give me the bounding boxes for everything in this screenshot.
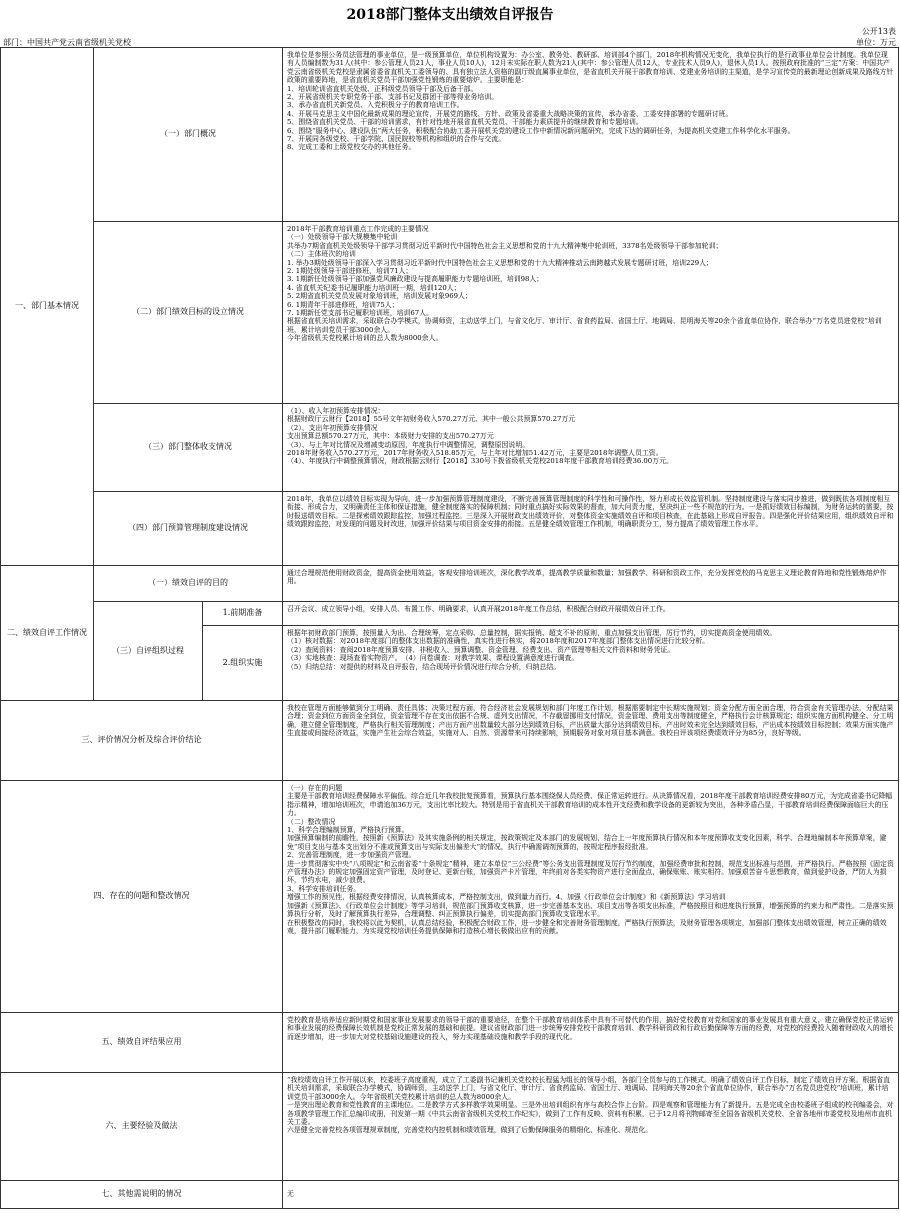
table-row [1, 602, 899, 626]
report-table [0, 47, 899, 1209]
table-row [1, 1013, 899, 1073]
page-label: 公开13表 [861, 27, 896, 36]
table-row [1, 1181, 899, 1209]
department-label: 部门：中国共产党云南省级机关党校 [3, 38, 131, 47]
section-2-prep-text: 召开会议、成立领导小组，安排人员、布置工作、明确要求，认真开展2018年度工作总结，积极配合财政开展绩效自评工作。 [287, 605, 670, 613]
section-2-row-1-text: 通过合理规范使用财政资金，提高资金使用效益，客观安排培训班次，深化教学改革，提高教学质量和数量；加强教学、科研和资政工作，充分发挥党校的马克思主义理论教育阵地和党性锻炼熔炉作用。 [287, 569, 887, 586]
table-row [1, 781, 899, 1013]
section-1-row-4-label: （四）部门预算管理制度建设情况 [94, 492, 283, 566]
table-row [1, 222, 899, 404]
section-7-label: 七、其他需说明的情况 [1, 1181, 283, 1209]
section-1-row-3-label: （三）部门整体收支情况 [94, 404, 283, 492]
report-title: 2018部门整体支出绩效自评报告 [346, 7, 554, 23]
table-row [1, 1073, 899, 1181]
section-1-row-1-text: 我单位是参照公务员法管理的事业单位，是一级预算单位，单位机构设置为：办公室、教务处、教研部、培训部4个部门，2018年机构情况无变化，我单位执行的是行政事业单位会计制度。我单位现有人员编制数为31人(其中：参公管理人员21人，事业人员10人)，12月末实际在职人数为21人(其中：参公管理人员12人，专业技术人员9人)，退休人员1人。按照政府批准的“三定”方案：中国共产党云南省级机关党校是隶属省委省直机关工委领导的、具有独立法人资格的副厅级直属事业单位，是省直机关开展干部教育培训、党建业务培训的主渠道，是学习宣传党的最新理论创新成果及路线方针政策的重要阵地，是省直机关党员干部加强党性锻炼的重要熔炉。主要职能是： 1、培训轮训省直机关处级、正科级党员领导干部及后备干部。 2、开展省级机关专职党务干部、支部书记及群团干部等得业务培训。 3、承办省直机关新党员、入党积极分子的教育培训工作。 4、开展马克思主义中国化最新成果的理论宣传，开展党的路线、方针、政策及省委重大战略决策的宣传，承办省委、工委安排部署的专题研讨班。 5、围绕省直机关党员、干部的培训需求，有针对性地开展省直机关党员、干部能力素质提升的继续教育和专题培训。 6、围绕“服务中心、建设队伍”两大任务，积极配合协助工委开展机关党的建设工作中新情况新问题研究，完成下达的调研任务，为提高机关党建工作科学化水平服务。 7、开展同各级党校、干部学院、国民院校等机构和组织的合作与交流。 8、完成工委和上级党校交办的其他任务。 [287, 51, 894, 152]
section-3-text: 我校在管理方面能够做到分工明确、责任具体；决策过程方面，符合经济社会发展规划和部门年度工作计划，根据需要制定中长期实施规划；资金分配方面全面合理，符合资金有关管理办法，分配结果合理；资金到位方面资金全到位，资金管理不存在支出依据不合规、虚列支出情况，不存截留挪用支付情况，资金管理、费用支出等制度健全，严格执行会计核算规定；组织实施方面机构健全、分工明确，建立健全管理制度，严格执行相关管理制度；产出方面产出数量较大部分达到绩效目标，产出质量大部分达到绩效目标，产出时效未完全达到绩效目标，产出成本按绩效目标控制；效果方面实施产生直接或间接经济效益，实施产生社会综合效益，实施对人、自然、资源带来可持续影响，预期服务对象对项目基本满意。我校自评该项经费绩效评分为85分，良好等级。 [287, 704, 894, 738]
section-1-label: 一、部门基本情况 [1, 48, 94, 566]
table-row [1, 566, 899, 602]
section-5-text: 党校教育是培养适应新时期党和国家事业发展要求的领导干部的重要途径，在整个干部教育培训体系中具有不可替代的作用，搞好党校教育对党和国家的事业发展具有重大意义，建立确保党校正常运转和事业发展的经费保障长效机制是党校正常发展的基础和前提。建议省财政部门进一步统筹安排党校干部教育培训、教学科研资政和行政后勤保障等方面的经费，对党校的经费投入随着财政收入的增长而逐步增加，进一步加大对党校基础设施建设的投入，努力实现基础设施和教学手段的现代化。 [287, 1016, 894, 1041]
section-4-text: （一）存在的问题 主要是干部教育培训经费保障水平偏低。综合近几年我校批复预算看，预算执行基本围绕保人员经费、保正常运转进行。从决算情况看，2018年度干部教育培训经费安排80万元，为完成省委书记降幅指示精神，增加培训班次，申请追加36万元，支出比率比较大。特别是用于省直机关干部教育培训的成本性开支经费和教学设备的更新较为突出，各种矛盾凸显，干部教育培训经费保障面临巨大的压力。 （二）整改情况 1、科学合理编制预算，严格执行预算。 加强预算编制的前瞻性，按照新《预算法》及其实施条例的相关规定，按政策规定及本部门的发展规划，结合上一年度预算执行情况和本年度预算收支变化因素，科学、合理地编制本年预算草案，避免“项目支出与基本支出划分不准或预算支出与实际支出偏差大”的情况，执行中确需调剂预算的，按规定程序报经批准。 2、完善管理制度，进一步加强资产管理。 进一步贯彻落实中央“八项规定”和云南省委“十条规定”精神，建立本单位“三公经费”等公务支出管理制度及厉行节约制度，加强经费审批和控制，规范支出标准与范围，并严格执行。严格按照《固定资产管理办法》的规定加强固定资产管理，及时登记、更新台账，加强资产卡片管理，年终前对各类实物资产进行全面盘点，确保账账、账实相符。加强艰苦奋斗思想教育，做到爱护设备，严防人为损坏，节约水电，减少浪费。 3、科学安排培训任务。 增强工作的预见性，根据经费安排情况，认真核算成本，严格控制支出，做到量力而行。4、加强《行政单位会计制度》和《新预算法》学习培训 加强新《预算法》、《行政单位会计制度》等学习培训，规范部门预算收支核算，进一步完善基本支出、项目支出等各项支出标准，严格按照目和进度执行预算，增强预算的约束力和严肃性。二是落实预算执行分析，及时了解预算执行差异，合理调整、纠正预算执行偏差，切实提高部门预算收支管理水平。 在积极整改的同时，我校将以此为契机，认真总结经验，积极配合财政工作，进一步健全和完善财务管理制度，严格执行预算法，及财务管理各项规定，加强部门整体支出绩效管理，树立正确的绩效观，提升部门履职能力，为实现党校培训任务提供保障和打造核心增长极做出应有的贡献。 [287, 784, 894, 935]
section-5-label: 五、绩效自评结果应用 [1, 1013, 283, 1073]
section-2-row-1-label: （一）绩效自评的目的 [94, 566, 283, 602]
section-2-impl-label: 2.组织实施 [203, 626, 283, 701]
section-6-text: “我校绩效自评工作开展以来，校委班子高度重视，成立了工委副书记兼机关党校校长程猛为组长的领导小组，各部门全员参与的工作模式。明确了绩效自评工作目标，制定了绩效自评方案。根据省直机关培训需求，采取联合办学模式，协调师资，主动送学上门，与省文化厅、审计厅、省食药监局、省国土厅、地调局、昆明海关等20余个省直单位协作，联合举办“万名党员进党校”培训班，累计培训党员干部3000余人。今年省级机关党校累计培训的总人数为8000余人。 一是突出理论教育和党性教育的主课地位。二是教学方式多样教学效果明显。三是外出培训组织有序与高校合作上台阶。四是观察和管理能力有了新提升。五是完成全由校委班子组成的校刊编委会，对各项教学管理工作汇总编印成册，刊发第一期《中共云南省省级机关党校工作纪实》，做到了工作有反映、资料有积累，已于12月将刊物邮寄至全国各省级机关党校、全省各地州市委党校及地州市直机关工委。 六是健全完善党校各项管理规章制度，完善党校内控机制和绩效管理，做到了后勤保障服务的精细化、标准化、规范化。 [287, 1076, 894, 1135]
section-6-label: 六、主要经验及做法 [1, 1073, 283, 1181]
section-2-label: 二、绩效自评工作情况 [1, 566, 94, 701]
table-row [1, 492, 899, 566]
section-4-label: 四、存在的问题和整改情况 [1, 781, 283, 1013]
section-1-row-3-text: （1）、收入年初预算安排情况： 根据财政厅云财行【2018】55号文年初财务收入570.27万元、其中一般公共预算570.27万元 （2）、支出年初预算安排情况 支出预算总额570.27万元，其中：本级财力安排的支出570.27万元 （3）、与上年对比情况及增减变动原因，年度执行中调整情况，调整原因说明。 2018年财务收入570.27万元，2017年财务收入518.85万元，与上年对比增加51.42万元，主要是2018年调整人员工资。 （4）、年度执行中调整预算情况，财政根据云财行【2018】330号下拨省级机关党校2018年度干部教育培训经费36.00万元。 [287, 407, 673, 466]
section-3-label: 三、评价情况分析及综合评价结论 [1, 701, 283, 781]
section-7-text: 无 [287, 1190, 294, 1199]
section-2-row-2-label: （三）自评组织过程 [94, 602, 203, 701]
section-2-prep-label: 1.前期准备 [203, 602, 283, 626]
table-row [1, 404, 899, 492]
section-1-row-1-label: （一）部门概况 [94, 48, 283, 222]
table-row [1, 701, 899, 781]
section-1-row-2-text: 2018年干部教育培训重点工作完成的主要情况 （一）处级领导干部大规模集中轮训 共举办7期省直机关处级领导干部学习贯彻习近平新时代中国特色社会主义思想和党的十九大精神集中轮训班，3378名处级领导干部参加轮训； （二）主体班次的培训 1. 举办3期处级领导干部深入学习贯彻习近平新时代中国特色社会主义思想和党的十九大精神推动云南跨越式发展专题研讨班，培训229人； 2. 1期处级领导干部进修班，培训71人； 3. 1期新任处级领导干部加强党风廉政建设与提高履职能力专题培训班，培训98人； 4. 省直机关纪委书记履职能力培训班一期，培训120人； 5. 2期省直机关党员发展对象培训班，培训发展对象969人； 6. 1期青年干部进修班，培训75人； 7. 1期新任党支部书记履职培训班，培训67人。 根据省直机关培训需求，采取联合办学模式，协调师资，主动送学上门，与省文化厅、审计厅、省食药监局、省国土厅、地调局、昆明海关等20余个省直单位协作，联合举办“万名党员进党校”培训班，累计培训党员干部3000余人。 今年省级机关党校累计培训的总人数为8000余人。 [287, 225, 882, 343]
table-row [1, 48, 899, 222]
section-1-row-4-text: 2018年，我单位以绩效目标实现为导向，进一步加强预算管理制度建设，不断完善预算管理制度的科学性和可操作性，努力形成长效监管机制。坚持制度建设与落实同步推进，做到既依各项制度相互衔接、形成合力，又明确责任主体和保证措施，健全制度落实的保障机制；同时重点搞好实际效果的督查，加大问责力度，坚决纠正一些不规范的行为。一是抓好绩效目标编制，为财务运转的需要，按时报送绩效目标。二是探索绩效跟踪监控，加强过程监控。三是深入开展财政支出绩效评价，对整体资金实施绩效自评和项目核查，在此基础上形成自评报告。四是强化评价结果应用，组织绩效自评和绩效跟踪监控，对发现的问题及时改进，加强评价结果与项目资金安排的衔接。五是健全绩效管理工作机制，明确职责分工，努力提高了绩效管理工作水平。 [287, 495, 894, 529]
section-2-impl-text: 根据年初财政部门预算，按照量入为出、合理统筹，定点采购、总量控制，据实报销、超支不补的原则，重点加强支出管理，厉行节约，切实提高资金使用绩效。 （1）核对数据：对2018年度部门的整体支出数据的准确性，真实性进行核实，将2018年度和2017年度部门整体支出情况进行比较分析。 （2）查阅资料：查阅2018年度预算安排、非税收入、预算调整、资金管理、经费支出、资产管理等相关文件资料和财务凭证。 （3）实地核查：现场查看实物资产。 （4）问卷调查：对教学效果、课程设置满意度进行调查。 （5）归纳总结：对提供的材料及自评报告，结合现场评价情况进行综合分析，归纳总结。 [287, 629, 777, 671]
section-1-row-2-label: （二）部门绩效目标的设立情况 [94, 222, 283, 404]
unit-label: 单位：万元 [856, 38, 896, 47]
